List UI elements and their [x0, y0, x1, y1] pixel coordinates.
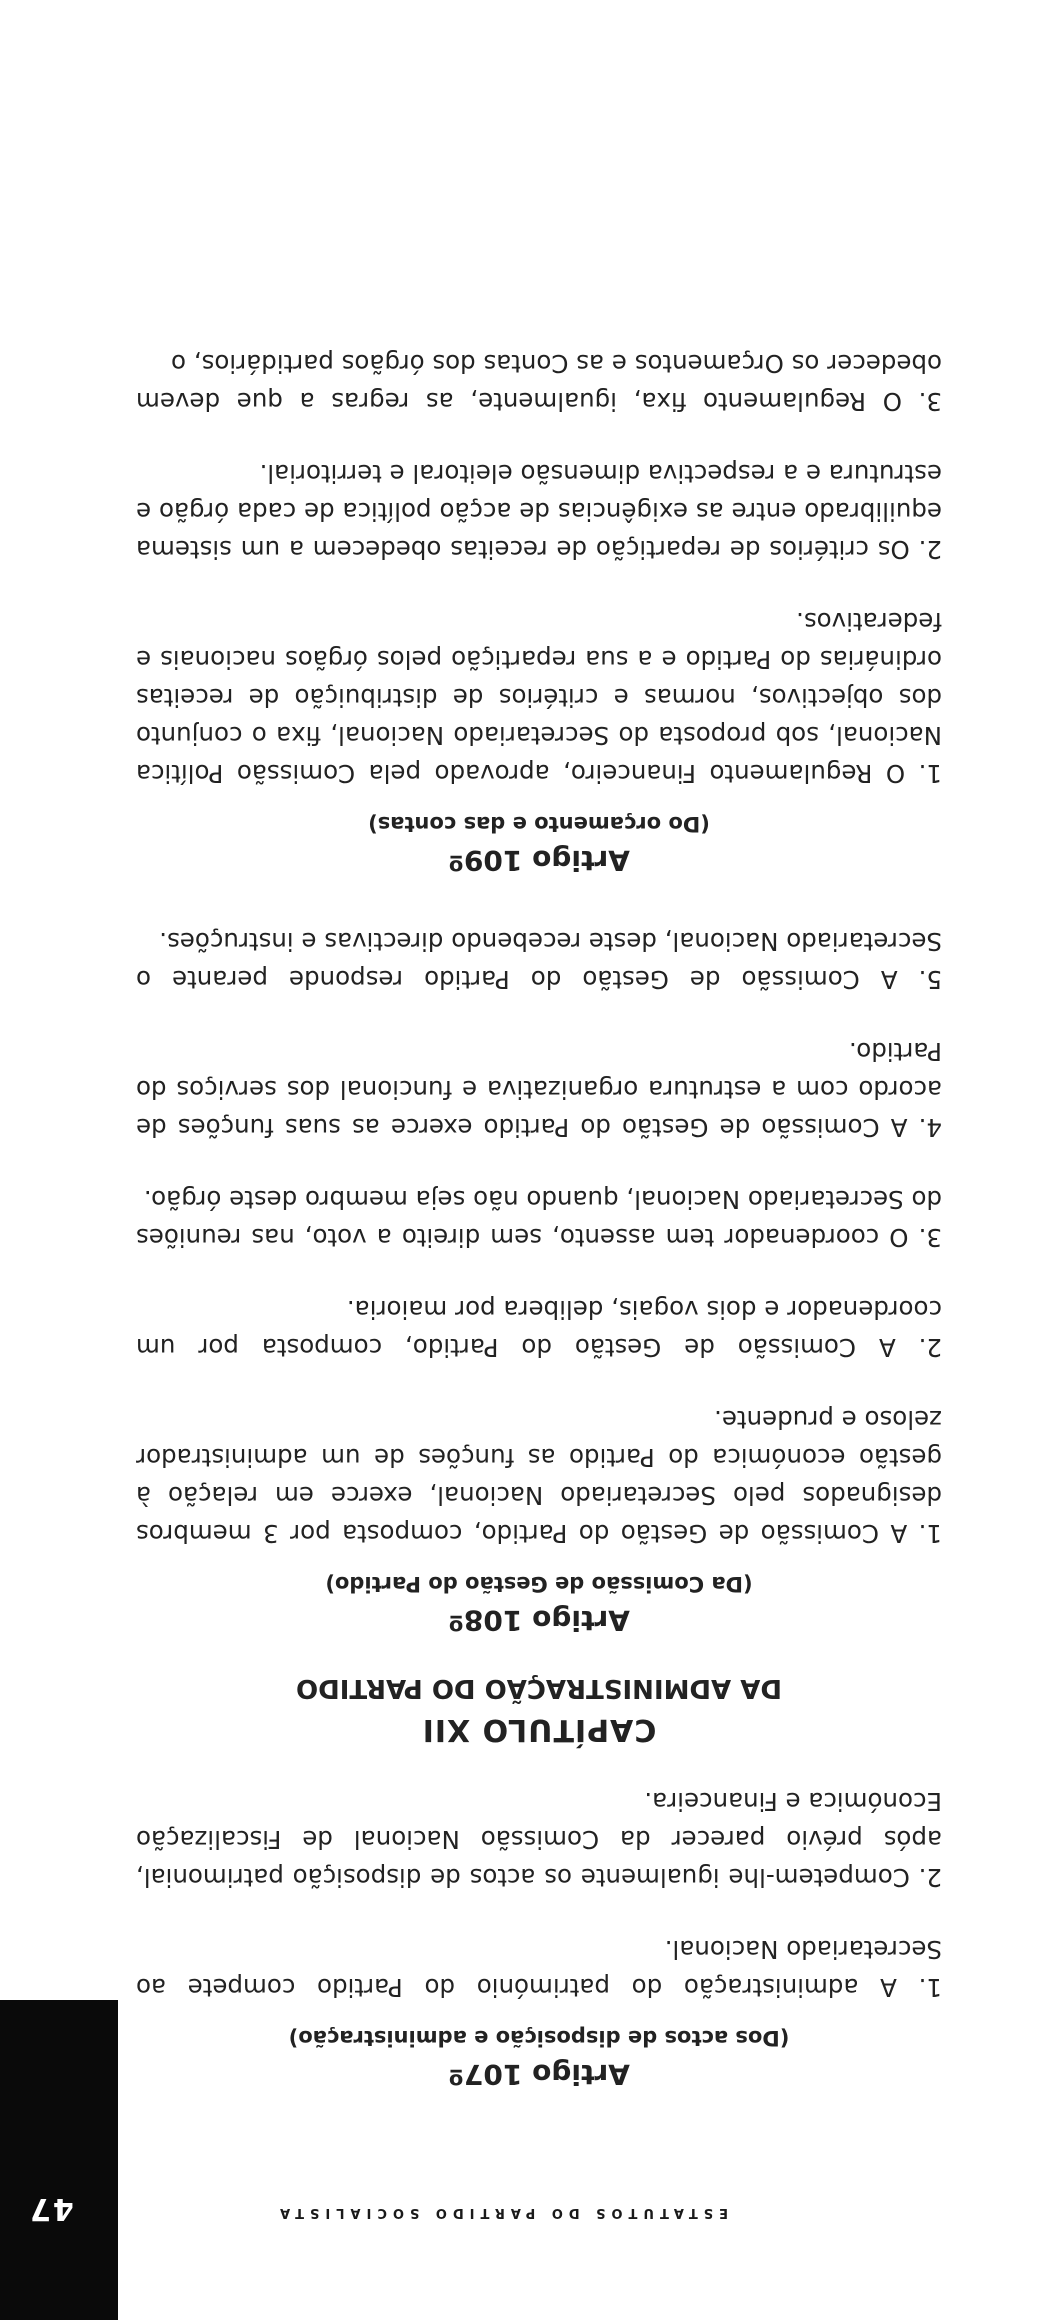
article-108-title: Artigo 108º [448, 1604, 630, 1637]
article-107-paragraph-1: 1. A administração do património do Partido compete ao Secretariado Nacional. [136, 1935, 942, 2002]
article-109-title: Artigo 109º [448, 844, 630, 877]
article-107-title: Artigo 107º [448, 2058, 630, 2091]
article-109-paragraph-3: 3. O Regulamento fixa, igualmente, as regras a que devem obedecer os Orçamentos e as Contas dos órgãos partidários, o [136, 349, 942, 416]
running-header: ESTATUTOS DO PARTIDO SOCIALISTA [274, 2205, 728, 2220]
article-108-paragraph-5: 5. A Comissão de Gestão do Partido responde perante o Secretariado Nacional, deste recebendo directivas e instruções. [136, 927, 942, 994]
chapter-subtitle: DA ADMINISTRAÇÃO DO PARTIDO [296, 1673, 782, 1703]
article-107-paragraph-2: 2. Competem-lhe igualmente os actos de disposição patrimonial, após prévio parecer da Comissão Nacional de Fiscalização Económica e Financeira. [136, 1787, 942, 1892]
page-number-tab [0, 2000, 118, 2320]
page-number: 47 [28, 2191, 74, 2226]
article-108-paragraph-3: 3. O coordenador tem assento, sem direito a voto, nas reuniões do Secretariado Nacional, quando não seja membro deste órgão. [136, 1185, 942, 1252]
article-107-subtitle: (Dos actos de disposição e administração) [288, 2026, 790, 2050]
article-109-paragraph-2: 2. Os critérios de repartição de receitas obedecem a um sistema equilibrado entre as exigências de acção política de cada órgão e estrutura e a respectiva dimensão eleitoral e territorial. [136, 459, 942, 564]
document-body [136, 310, 942, 2092]
article-108-paragraph-4: 4. A Comissão de Gestão do Partido exerce as suas funções de acordo com a estrutura organizativa e funcional dos serviços do Partido. [136, 1037, 942, 1142]
article-108-paragraph-2: 2. A Comissão de Gestão do Partido, composta por um coordenador e dois vogais, delibera por maioria. [136, 1295, 942, 1362]
article-109-subtitle: (Do orçamento e das contas) [368, 812, 710, 836]
article-108-subtitle: (Da Comissão de Gestão do Partido) [325, 1572, 753, 1596]
chapter-title: CAPÍTULO XII [421, 1712, 657, 1747]
article-108-paragraph-1: 1. A Comissão de Gestão do Partido, composta por 3 membros designados pelo Secretariado Nacional, exerce em relação à gestão económica do Partido as funções de um administrador zeloso e prudente. [136, 1405, 942, 1548]
article-109-paragraph-1: 1. O Regulamento Financeiro, aprovado pela Comissão Política Nacional, sob proposta do Secretariado Nacional, fixa o conjunto dos objectivos, normas e critérios de distribuição de receitas ordinárias do Partido e a sua repartição pelos órgãos nacionais e federativos. [136, 607, 942, 788]
